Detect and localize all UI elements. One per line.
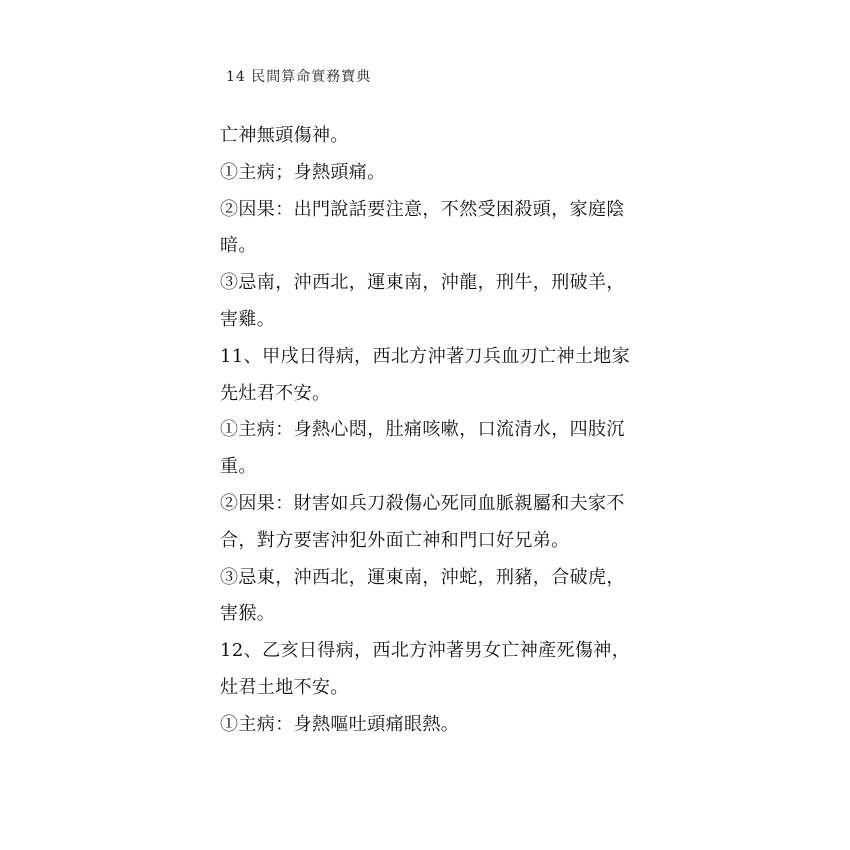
text-line: 灶君土地不安。	[220, 676, 349, 698]
text-line: 先灶君不安。	[220, 382, 331, 404]
page-header	[226, 66, 371, 86]
page-number: 14	[226, 69, 246, 85]
text-line: ②因果：財害如兵刀殺傷心死同血脈親屬和夫家不	[220, 492, 625, 514]
text-line: 暗。	[220, 235, 257, 257]
book-title: 民間算命實務寶典	[251, 69, 372, 85]
text-line: 害猴。	[220, 603, 276, 625]
text-line: ①主病：身熱嘔吐頭痛眼熱。	[220, 713, 460, 735]
body-text	[220, 118, 640, 744]
text-line: ①主病：身熱心悶，肚痛咳嗽，口流清水，四肢沉	[220, 419, 625, 441]
text-line: 11、甲戌日得病，西北方沖著刀兵血刃亡神土地家	[220, 345, 631, 367]
text-line: ①主病；身熱頭痛。	[220, 161, 386, 183]
text-line: ③忌南，沖西北，運東南，沖龍，刑牛，刑破羊，	[220, 272, 625, 294]
text-line: 亡神無頭傷神。	[220, 125, 349, 146]
text-line: 重。	[220, 456, 257, 478]
text-line: 害雞。	[220, 308, 276, 330]
text-line: 合，對方要害沖犯外面亡神和門口好兄弟。	[220, 529, 570, 551]
text-line: ②因果：出門說話要注意，不然受困殺頭，家庭陰	[220, 198, 625, 220]
text-line: 12、乙亥日得病，西北方沖著男女亡神產死傷神，	[220, 640, 631, 662]
text-line: ③忌東，沖西北，運東南，沖蛇，刑豬，合破虎，	[220, 566, 625, 588]
